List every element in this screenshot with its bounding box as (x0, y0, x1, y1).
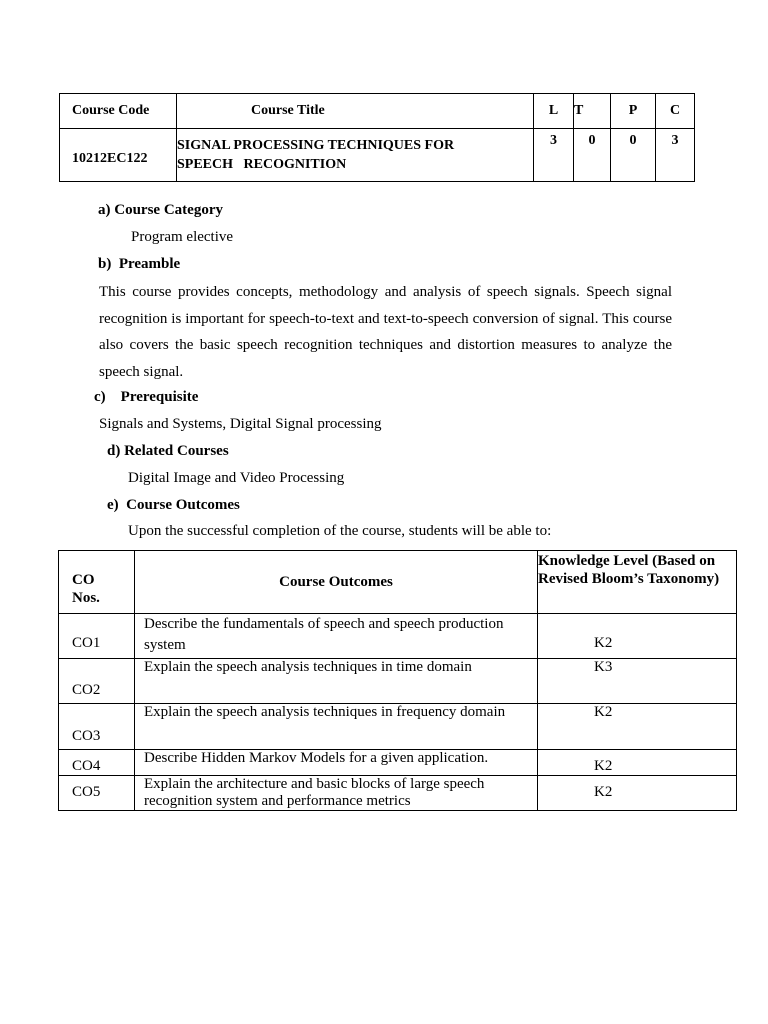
section-b-title: Preamble (118, 256, 181, 272)
section-d-marker: d) (107, 443, 121, 459)
co-table-header-row (59, 551, 737, 614)
co1-outcome-line-2: system (144, 637, 186, 653)
co4-outcome-cell (135, 750, 538, 776)
section-a-marker: a) (98, 202, 111, 218)
l-header: L (548, 103, 559, 118)
section-c-text: Signals and Systems, Digital Signal processing (99, 416, 382, 432)
co4-level: K2 (594, 758, 613, 774)
co4-id: CO4 (72, 758, 101, 774)
section-b-heading (98, 256, 180, 273)
co1-level-cell (538, 614, 737, 659)
co5-id: CO5 (72, 784, 101, 800)
co-nos-header-line-2: Nos. (72, 590, 100, 606)
table-row (59, 750, 737, 776)
course-code-header: Course Code (72, 103, 150, 118)
co5-level: K2 (594, 784, 613, 800)
c-header: C (669, 103, 681, 118)
p-header: P (628, 103, 638, 118)
section-d-text: Digital Image and Video Processing (128, 470, 345, 486)
co4-outcome-line-1: Describe Hidden Markov Models for a given application. (144, 750, 489, 766)
co4-level-cell (538, 750, 737, 776)
co1-outcome-cell (135, 614, 538, 659)
co1-id: CO1 (72, 635, 101, 651)
co-outcomes-header-cell (135, 551, 538, 614)
co3-id-cell (59, 704, 135, 750)
co5-id-cell (59, 776, 135, 811)
co-nos-header-line-1: CO (72, 572, 95, 588)
co4-id-cell (59, 750, 135, 776)
co5-outcome-cell (135, 776, 538, 811)
co2-level: K3 (594, 659, 613, 675)
co2-level-cell (538, 659, 737, 704)
preamble-line-1: This course provides concepts, methodology and analysis of speech signals. Speech signal (99, 284, 672, 300)
t-value-cell (574, 129, 611, 182)
course-code-value: 10212EC122 (72, 151, 148, 166)
section-e-heading (107, 497, 240, 514)
course-info-table (59, 93, 695, 182)
table-row (59, 704, 737, 750)
section-e-title: Course Outcomes (126, 497, 240, 513)
preamble-paragraph (99, 279, 672, 386)
c-value-cell (656, 129, 695, 182)
section-d-heading (107, 443, 229, 460)
c-header-cell (656, 94, 695, 129)
l-header-cell (534, 94, 574, 129)
co3-level-cell (538, 704, 737, 750)
section-c-marker: c) (94, 389, 106, 405)
co-outcomes-header: Course Outcomes (279, 573, 393, 590)
p-value-cell (611, 129, 656, 182)
co2-outcome-cell (135, 659, 538, 704)
course-code-cell (60, 129, 177, 182)
co3-id: CO3 (72, 728, 101, 744)
course-title-cell (177, 129, 534, 182)
table-row (59, 776, 737, 811)
course-title-header-cell (177, 94, 534, 129)
t-value: 0 (588, 133, 596, 148)
co1-outcome-line-1: Describe the fundamentals of speech and speech production (144, 616, 504, 632)
co2-id-cell (59, 659, 135, 704)
p-value: 0 (629, 133, 637, 148)
course-outcomes-table (58, 550, 737, 811)
course-table-header-row (60, 94, 695, 129)
section-a-text: Program elective (131, 229, 234, 245)
co-level-header-cell (538, 551, 737, 614)
section-e-marker: e) (107, 497, 119, 513)
t-header-cell (574, 94, 611, 129)
p-header-cell (611, 94, 656, 129)
section-c-title: Prerequisite (120, 389, 199, 405)
course-title-line-2: SPEECH RECOGNITION (177, 157, 347, 172)
section-d-title: Related Courses (124, 443, 229, 459)
course-title-header: Course Title (251, 103, 325, 118)
l-value-cell (534, 129, 574, 182)
co2-outcome-line-1: Explain the speech analysis techniques in time domain (144, 659, 472, 675)
preamble-line-4: speech signal. (99, 364, 184, 381)
preamble-line-2: recognition is important for speech-to-text and text-to-speech conversion of signal. This course (99, 310, 672, 327)
co-level-header-line-2: Revised Bloom’s Taxonomy) (538, 571, 720, 587)
co3-outcome-line-1: Explain the speech analysis techniques in frequency domain (144, 704, 506, 720)
co5-outcome-line-2: recognition system and performance metrics (144, 793, 411, 809)
course-code-header-cell (60, 94, 177, 129)
table-row (59, 659, 737, 704)
section-a-title: Course Category (114, 202, 223, 218)
co3-level: K2 (594, 704, 613, 720)
section-e-text: Upon the successful completion of the course, students will be able to: (128, 523, 552, 539)
co-level-header-line-1: Knowledge Level (Based on (538, 553, 716, 569)
course-table-data-row (60, 129, 695, 182)
section-b-marker: b) (98, 256, 112, 272)
co5-outcome-line-1: Explain the architecture and basic blocks of large speech (144, 776, 485, 792)
co2-id: CO2 (72, 682, 101, 698)
t-header: T (574, 103, 584, 118)
section-a-heading (98, 202, 223, 219)
table-row (59, 614, 737, 659)
co5-level-cell (538, 776, 737, 811)
preamble-line-3: also covers the basic speech recognition techniques and distortion measures to analyze the (99, 337, 672, 354)
c-value: 3 (671, 133, 679, 148)
l-value: 3 (550, 133, 557, 148)
co1-id-cell (59, 614, 135, 659)
co-nos-header-cell (59, 551, 135, 614)
co1-level: K2 (594, 635, 613, 651)
section-c-heading (94, 389, 198, 406)
co3-outcome-cell (135, 704, 538, 750)
course-title-line-1: SIGNAL PROCESSING TECHNIQUES FOR (177, 138, 455, 153)
